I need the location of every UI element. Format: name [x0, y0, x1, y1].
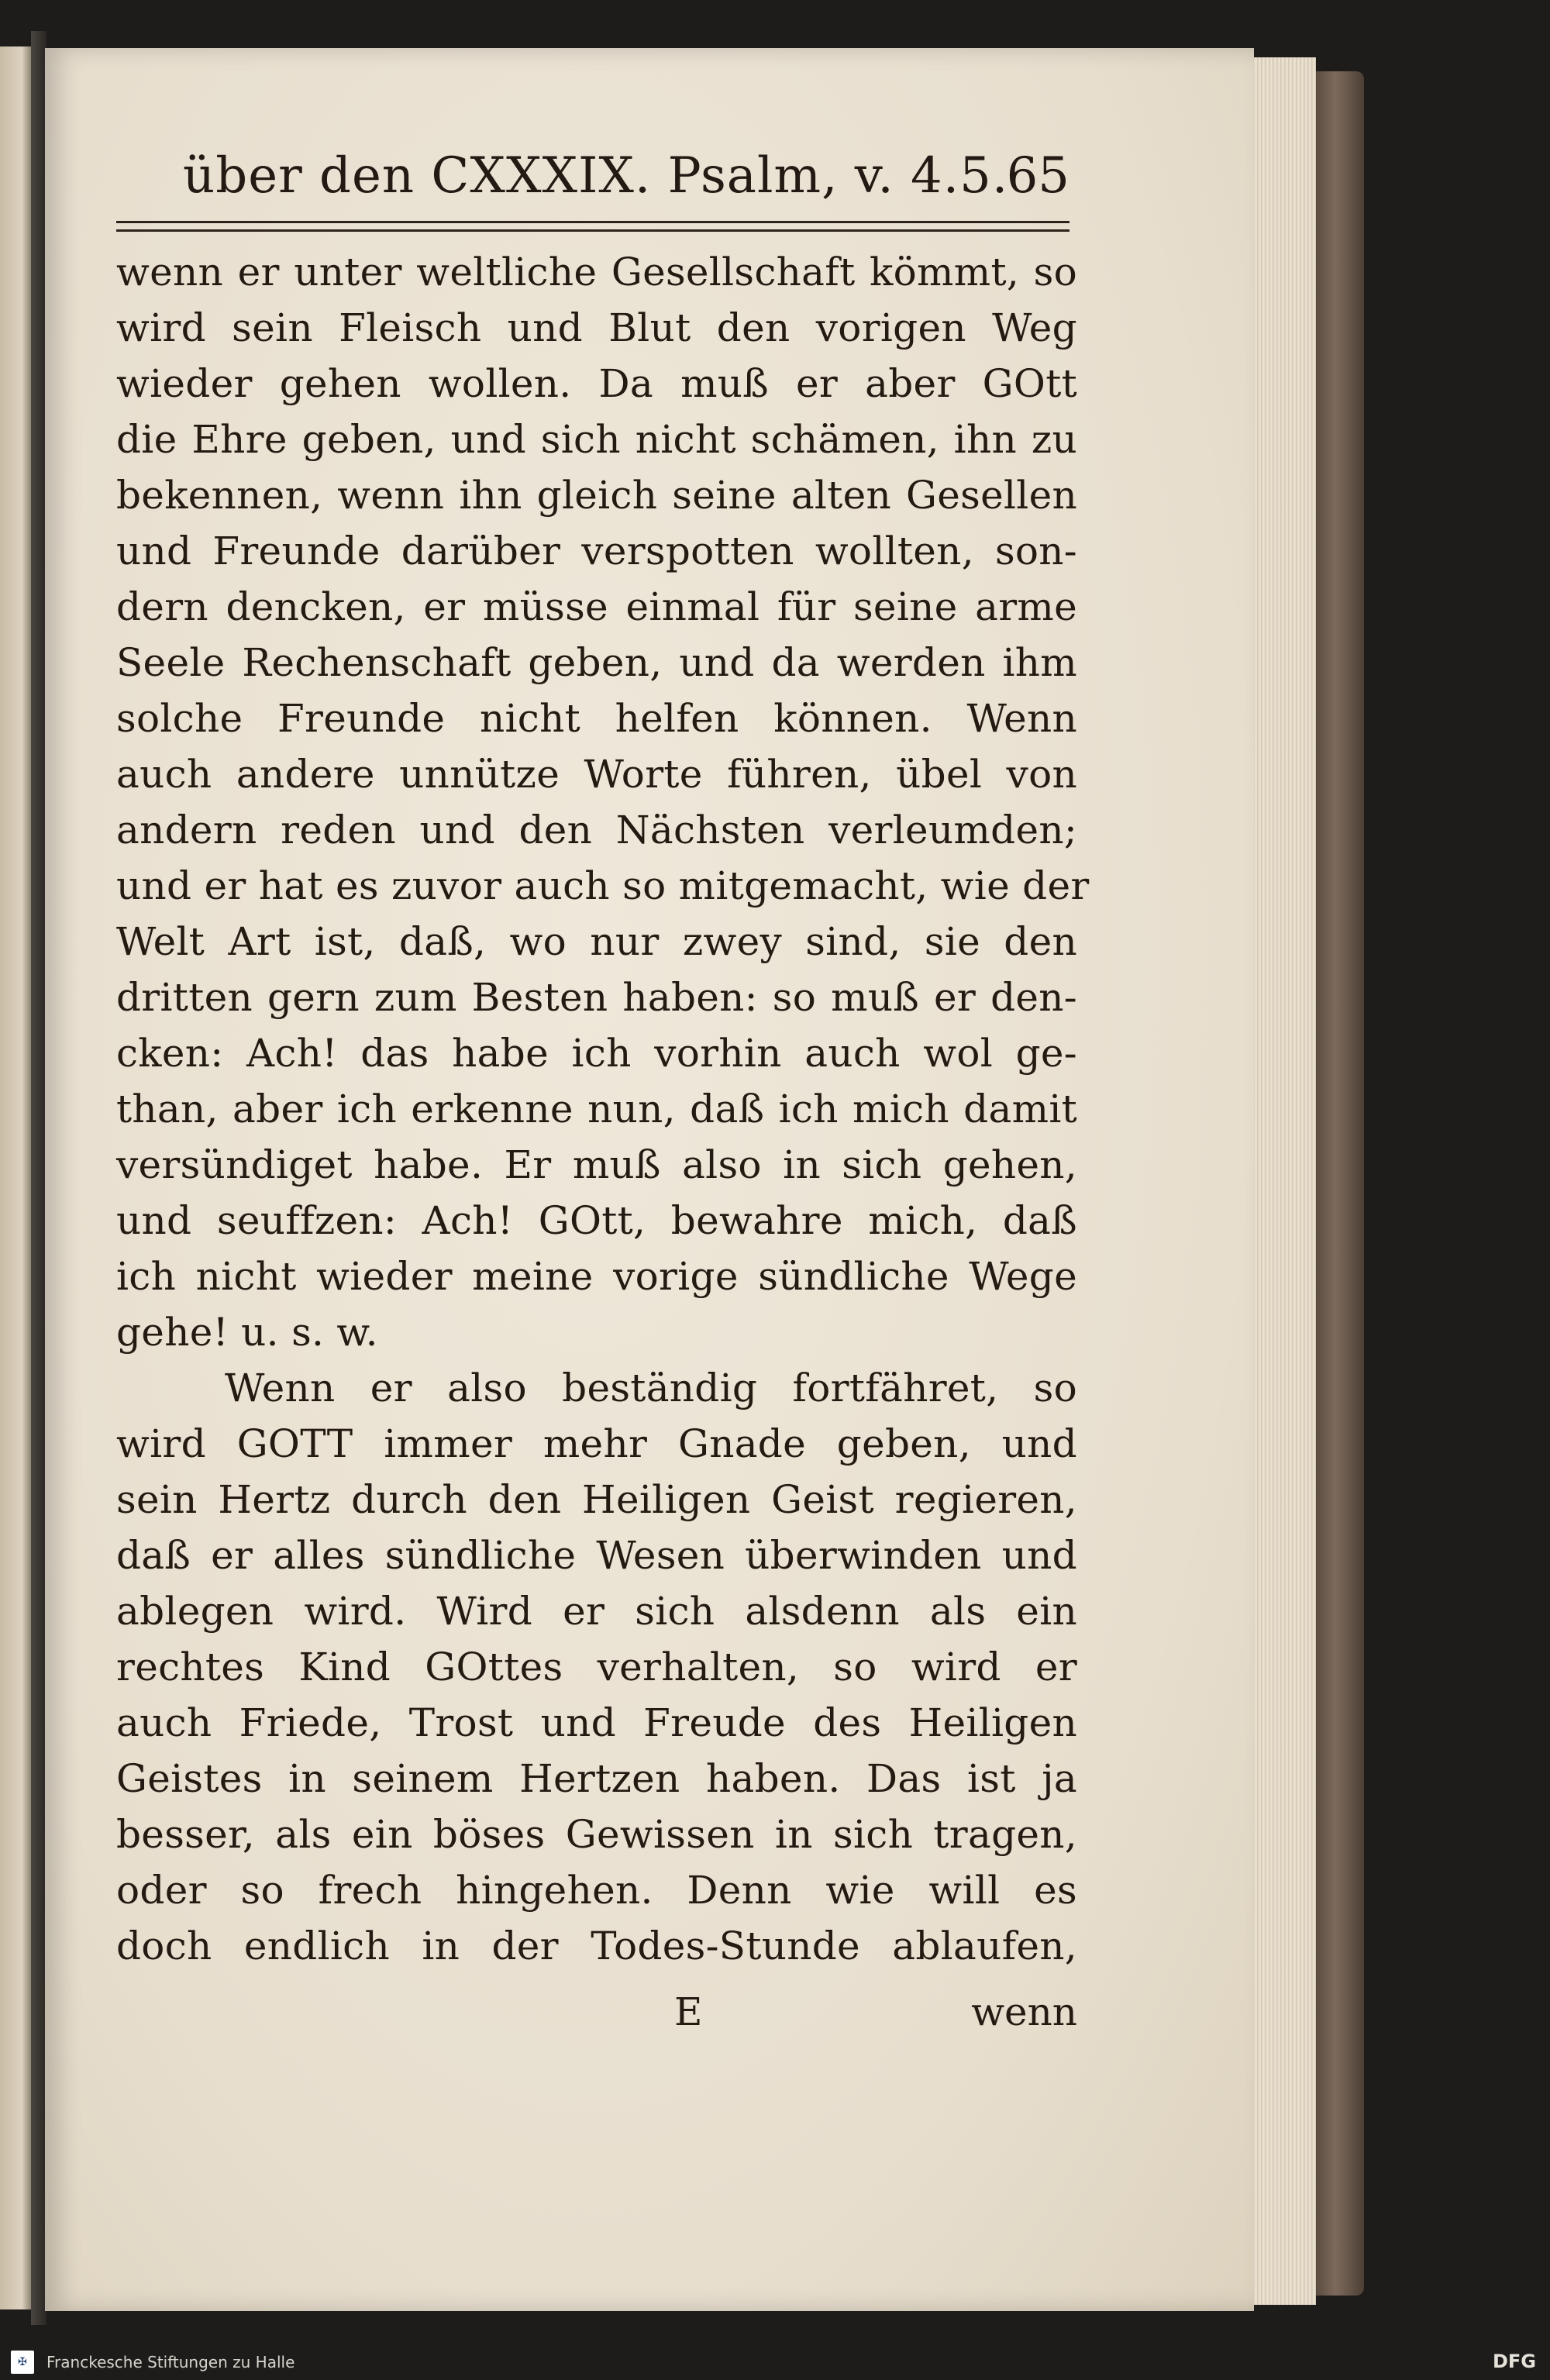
- text-line: dern dencken, er müsse einmal für seine arme: [116, 584, 1077, 629]
- page-header: [183, 147, 1070, 232]
- text-line: cken: Ach! das habe ich vorhin auch wol ge-: [116, 1031, 1077, 1076]
- text-line: solche Freunde nicht helfen können. Wenn: [116, 696, 1077, 741]
- page-number: 65: [1006, 147, 1070, 205]
- text-line: wenn er unter weltliche Gesellschaft kömmt, so: [116, 250, 1077, 294]
- text-line: rechtes Kind GOttes verhalten, so wird er: [116, 1645, 1077, 1689]
- text-line: bekennen, wenn ihn gleich seine alten Gesellen: [116, 473, 1077, 518]
- text-line: wird GOTT immer mehr Gnade geben, und: [116, 1421, 1077, 1466]
- text-line: die Ehre geben, und sich nicht schämen, ihn zu: [116, 417, 1077, 462]
- text-line: und seuffzen: Ach! GOtt, bewahre mich, daß: [116, 1198, 1077, 1243]
- text-line: oder so frech hingehen. Denn wie will es: [116, 1868, 1077, 1913]
- header-rule: [116, 221, 1070, 232]
- text-line: besser, als ein böses Gewissen in sich tragen,: [116, 1812, 1077, 1857]
- text-line: ich nicht wieder meine vorige sündliche Wege: [116, 1254, 1077, 1299]
- text-line: dritten gern zum Besten haben: so muß er den-: [116, 975, 1077, 1020]
- text-line: wieder gehen wollen. Da muß er aber GOtt: [116, 361, 1077, 406]
- text-line: than, aber ich erkenne nun, daß ich mich damit: [116, 1087, 1077, 1131]
- text-line: doch endlich in der Todes-Stunde ablaufen,: [116, 1924, 1077, 1968]
- text-line: gehe! u. s. w.: [116, 1310, 378, 1355]
- text-line: ablegen wird. Wird er sich alsdenn als ein: [116, 1589, 1077, 1634]
- text-line: daß er alles sündliche Wesen überwinden und: [116, 1533, 1077, 1578]
- body-text: [116, 244, 1090, 1974]
- catchword: wenn: [971, 1989, 1077, 2034]
- viewer-footer: [0, 2344, 1550, 2380]
- text-line: und er hat es zuvor auch so mitgemacht, wie der: [116, 863, 1090, 908]
- text-line: Geistes in seinem Hertzen haben. Das ist ja: [116, 1756, 1077, 1801]
- text-line: auch Friede, Trost und Freude des Heiligen: [116, 1700, 1077, 1745]
- text-line: Wenn er also beständig fortfähret, so: [225, 1366, 1077, 1410]
- text-line: andern reden und den Nächsten verleumden;: [116, 808, 1077, 852]
- text-line: Seele Rechenschaft geben, und da werden ihm: [116, 640, 1077, 685]
- text-line: Welt Art ist, daß, wo nur zwey sind, sie den: [116, 919, 1077, 964]
- page-foot: [116, 1984, 1077, 2040]
- book-cover-board: [1316, 71, 1364, 2296]
- book-gutter: [31, 31, 46, 2325]
- institution-logo-icon: ✠: [11, 2351, 34, 2374]
- running-title: über den CXXXIX. Psalm, v. 4.5.: [183, 147, 1009, 205]
- left-page-edge: [0, 46, 31, 2309]
- page-fore-edge: [1254, 57, 1316, 2305]
- signature-mark: E: [674, 1989, 703, 2034]
- text-line: auch andere unnütze Worte führen, übel von: [116, 752, 1077, 797]
- text-line: sein Hertz durch den Heiligen Geist regieren,: [116, 1477, 1077, 1522]
- text-line: und Freunde darüber verspotten wollten, son-: [116, 529, 1077, 573]
- text-line: wird sein Fleisch und Blut den vorigen Weg: [116, 305, 1077, 350]
- text-line: versündiget habe. Er muß also in sich gehen,: [116, 1142, 1077, 1187]
- funder-logo: DFG: [1492, 2351, 1536, 2372]
- institution-name: Franckesche Stiftungen zu Halle: [46, 2353, 295, 2371]
